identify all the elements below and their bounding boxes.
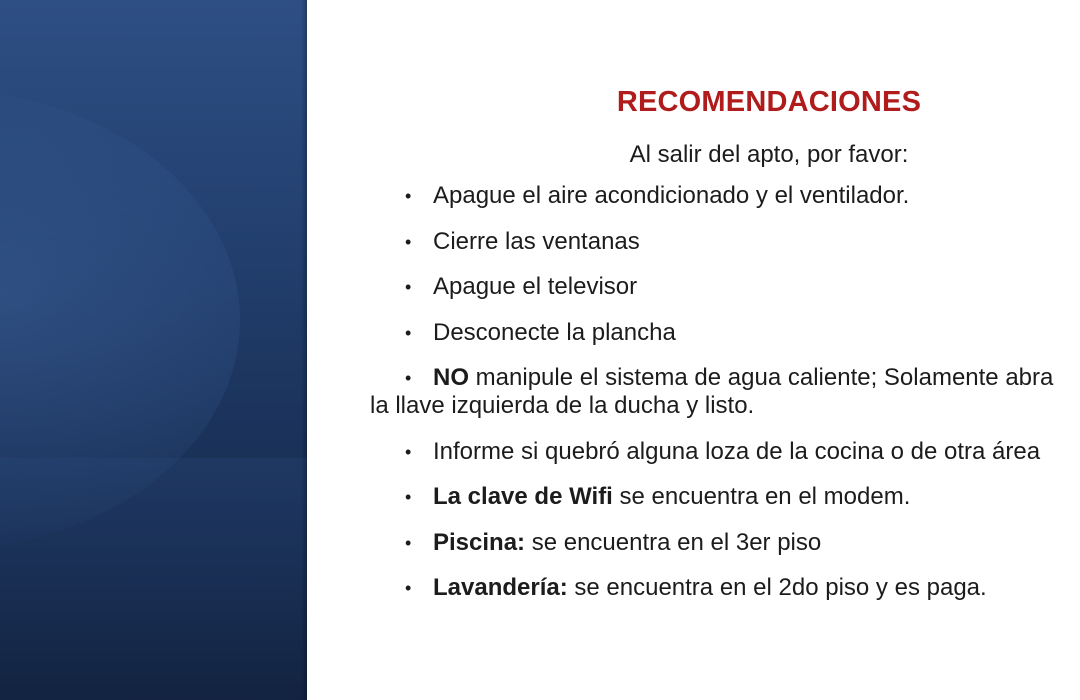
item-text: Informe si quebró alguna loza de la cocina o de otra área bbox=[433, 437, 1041, 465]
item-text: Cierre las ventanas bbox=[433, 227, 640, 255]
slide-subtitle: Al salir del apto, por favor: bbox=[629, 141, 909, 168]
list-item-lavanderia bbox=[393, 573, 1080, 603]
item-bold: La clave de Wifi bbox=[433, 483, 613, 510]
item-bold: Piscina: bbox=[433, 528, 526, 556]
bullet-icon: • bbox=[405, 186, 412, 206]
bullet-icon: • bbox=[405, 578, 412, 598]
list-item-wifi bbox=[393, 482, 1080, 512]
recommendations-list bbox=[370, 181, 1080, 619]
item-text: Apague el televisor bbox=[433, 273, 638, 300]
list-item-piscina bbox=[393, 528, 1080, 558]
list-item-televisor bbox=[393, 272, 1080, 302]
slide-content bbox=[307, 0, 1080, 700]
decorative-side-panel bbox=[0, 0, 307, 700]
item-text: manipule el sistema de agua caliente; Solamente abra bbox=[469, 364, 1054, 391]
list-item-ventanas bbox=[393, 227, 1080, 257]
list-item-agua bbox=[370, 363, 1080, 421]
bullet-icon: • bbox=[405, 322, 412, 343]
bullet-icon: • bbox=[405, 441, 412, 462]
item-text: Apague el aire acondicionado y el ventilador. bbox=[433, 182, 910, 209]
item-text: Desconecte la plancha bbox=[433, 318, 676, 346]
bullet-icon: • bbox=[405, 487, 412, 507]
item-bold: NO bbox=[433, 364, 469, 391]
item-text-line2: la llave izquierda de la ducha y listo. bbox=[370, 392, 755, 419]
slide-title: RECOMENDACIONES bbox=[616, 86, 922, 118]
bullet-icon: • bbox=[405, 368, 412, 388]
list-item-aire bbox=[393, 181, 1080, 211]
item-bold: Lavandería: bbox=[433, 574, 568, 601]
item-text-line1 bbox=[393, 363, 1080, 393]
list-item-loza bbox=[393, 437, 1080, 467]
bullet-icon: • bbox=[405, 532, 412, 553]
item-text: se encuentra en el modem. bbox=[612, 483, 911, 510]
bullet-icon: • bbox=[405, 277, 412, 297]
list-item-plancha bbox=[393, 318, 1080, 348]
item-text: se encuentra en el 3er piso bbox=[525, 528, 822, 556]
bullet-icon: • bbox=[405, 231, 412, 252]
decorative-band bbox=[0, 458, 307, 700]
item-text: se encuentra en el 2do piso y es paga. bbox=[567, 574, 987, 601]
